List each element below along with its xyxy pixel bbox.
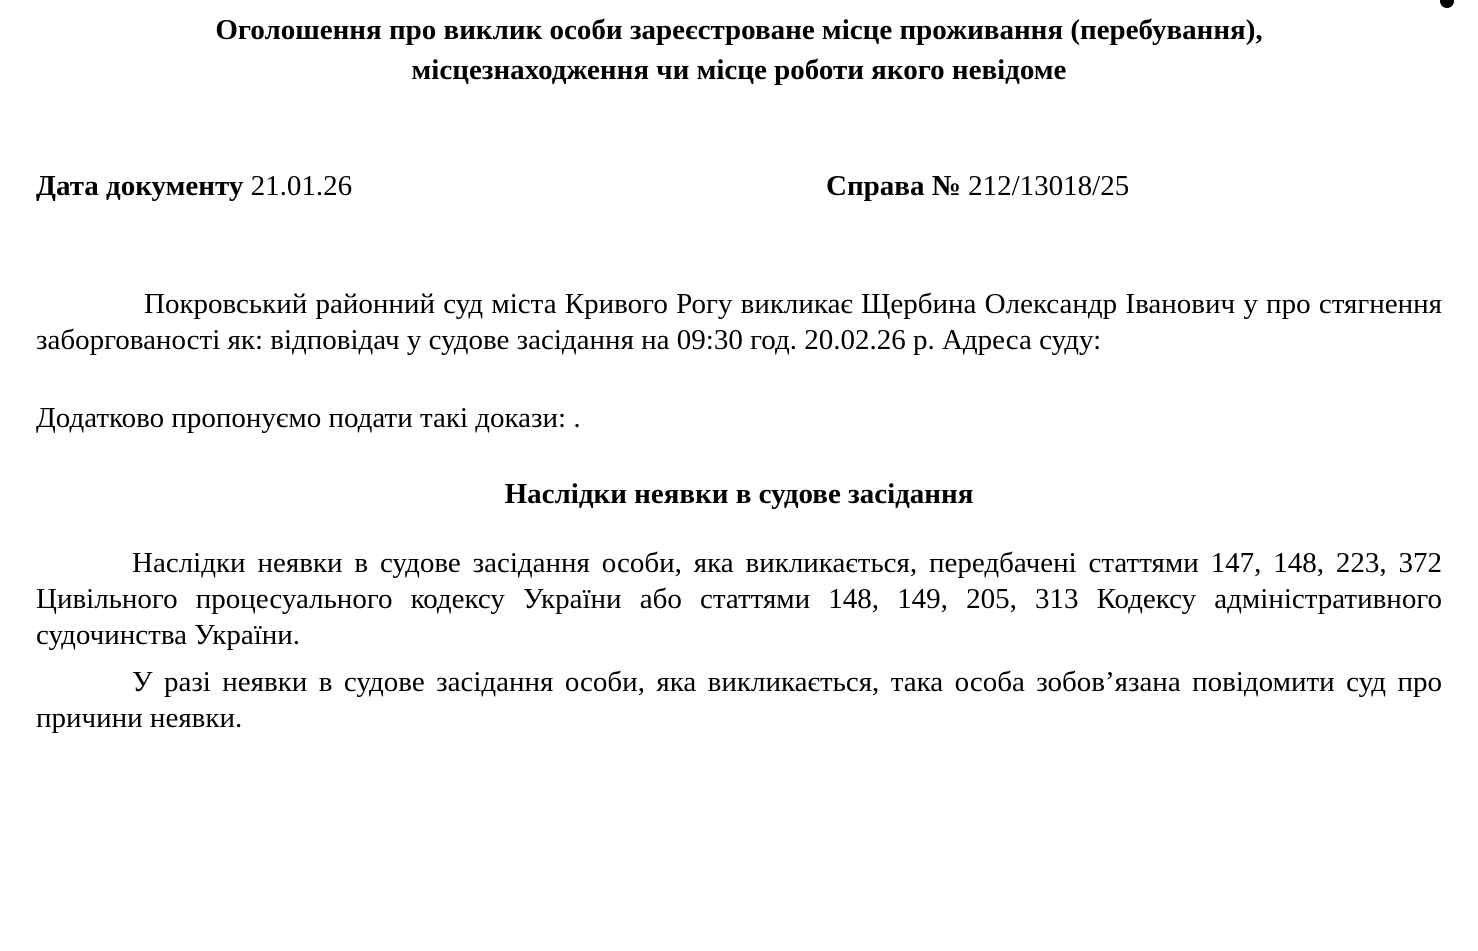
title-line-2: місцезнаходження чи місце роботи якого невідоме (411, 54, 1067, 86)
consequences-heading: Наслідки неявки в судове засідання (504, 478, 974, 510)
evidence-paragraph: Додатково пропонуємо подати такі докази: . (36, 402, 581, 434)
summons-paragraph: Покровський районний суд міста Кривого Рогу викликає Щербина Олександр Іванович у про стягнення заборгованості як: відповідач у судове засідання на 09:30 год. 20.02.26 р. Адреса суду: (36, 288, 1442, 356)
document-date (36, 166, 352, 206)
case-label: Справа № (826, 170, 961, 202)
date-label: Дата документу (36, 170, 244, 202)
case-number (826, 166, 1129, 206)
case-value: 212/13018/25 (968, 170, 1130, 202)
title-line-1: Оголошення про виклик особи зареєстроване місце проживання (перебування), (215, 14, 1263, 46)
document-meta (36, 166, 1442, 206)
consequences-paragraph-2: У разі неявки в судове засідання особи, яка викликається, така особа зобов’язана повідомити суд про причини неявки. (36, 666, 1442, 734)
consequences-paragraph-1: Наслідки неявки в судове засідання особи, яка викликається, передбачені статтями 147, 148, 223, 372 Цивільного процесуального кодексу України або статтями 148, 149, 205, 313 Кодексу адміністративного судочинства України. (36, 547, 1442, 651)
date-value: 21.01.26 (250, 170, 353, 202)
scan-corner-mark (1440, 0, 1454, 8)
document-title (36, 10, 1442, 90)
